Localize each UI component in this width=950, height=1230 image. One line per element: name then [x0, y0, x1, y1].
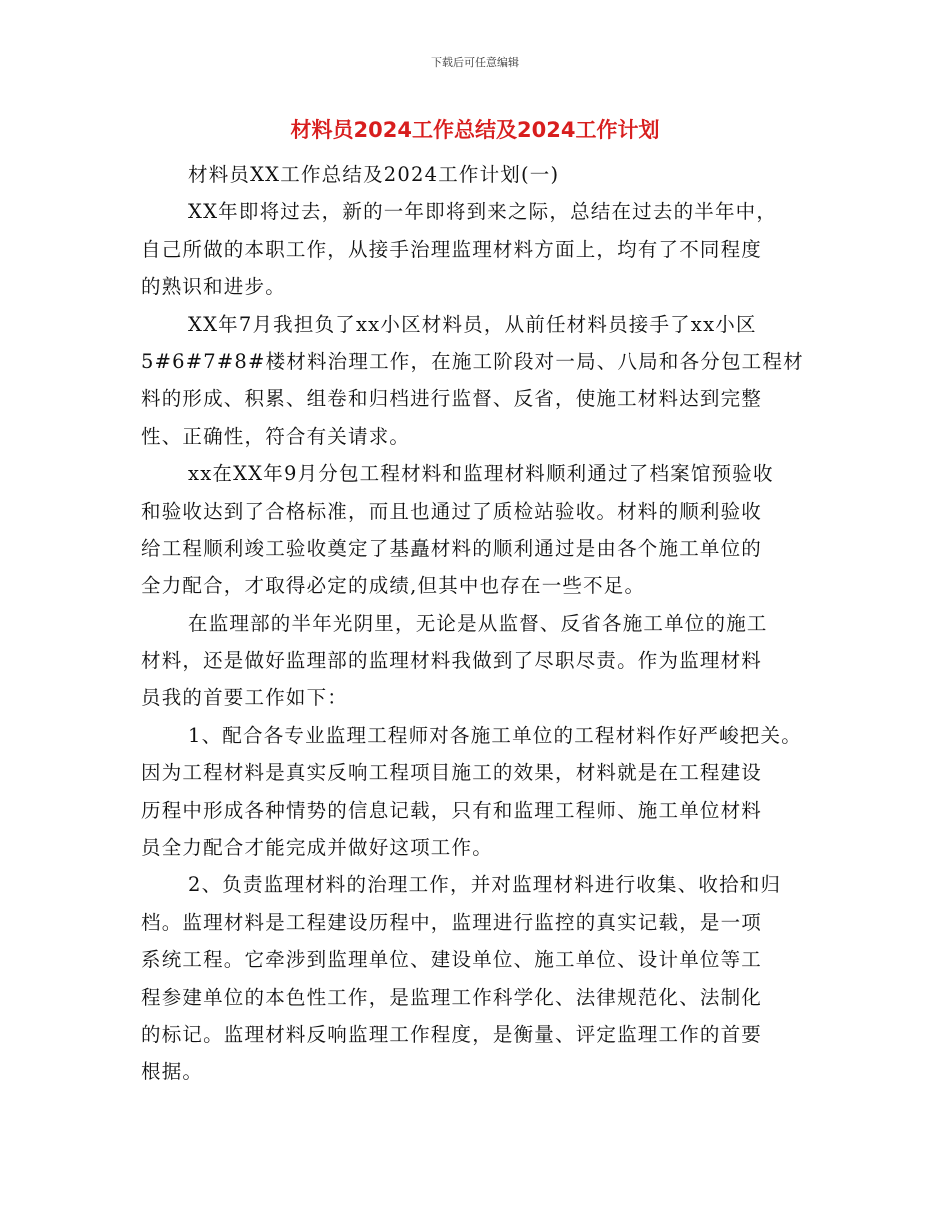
text-line: 和验收达到了合格标准，而且也通过了质检站验收。材料的顺利验收 — [141, 499, 763, 523]
text-line: XX年7月我担负了xx小区材料员，从前任材料员接手了xx小区 — [188, 312, 757, 336]
text-line: 2、负责监理材料的治理工作，并对监理材料进行收集、收拾和归 — [188, 873, 782, 897]
text-line: 员我的首要工作如下： — [141, 686, 349, 710]
text-line: 的标记。监理材料反响监理工作程度，是衡量、评定监理工作的首要 — [141, 1022, 763, 1046]
text-line: 性、正确性，符合有关请求。 — [141, 424, 411, 448]
text-line: 的熟识和进步。 — [141, 275, 286, 299]
text-line: 材料，还是做好监理部的监理材料我做到了尽职尽责。作为监理材料 — [141, 649, 763, 673]
text-line: 材料员XX工作总结及2024工作计划(一) — [188, 163, 560, 186]
text-line: 料的形成、积累、组卷和归档进行监督、反省，使施工材料达到完整 — [141, 387, 763, 411]
text-line: 自己所做的本职工作，从接手治理监理材料方面上，均有了不同程度 — [141, 237, 763, 261]
text-line: 5#6#7#8#楼材料治理工作，在施工阶段对一局、八局和各分包工程材 — [141, 349, 804, 373]
text-line: 系统工程。它牵涉到监理单位、建设单位、施工单位、设计单位等工 — [141, 948, 763, 972]
text-line: 员全力配合才能完成并做好这项工作。 — [141, 836, 493, 860]
document-title: 材料员2024工作总结及2024工作计划 — [290, 118, 660, 142]
text-line: 1、配合各专业监理工程师对各施工单位的工程材料作好严峻把关。 — [188, 723, 802, 747]
header-note: 下载后可任意编辑 — [431, 56, 519, 69]
text-line: 档。监理材料是工程建设历程中，监理进行监控的真实记载，是一项 — [141, 910, 763, 934]
text-line: XX年即将过去，新的一年即将到来之际，总结在过去的半年中， — [188, 200, 778, 224]
text-line: xx在XX年9月分包工程材料和监理材料顺利通过了档案馆预验收 — [188, 462, 774, 486]
text-line: 全力配合，才取得必定的成绩,但其中也存在一些不足。 — [141, 574, 646, 598]
text-line: 给工程顺利竣工验收奠定了基矗材料的顺利通过是由各个施工单位的 — [141, 536, 763, 560]
text-line: 程参建单位的本色性工作，是监理工作科学化、法律规范化、法制化 — [141, 985, 763, 1009]
text-line: 在监理部的半年光阴里，无论是从监督、反省各施工单位的施工 — [188, 611, 768, 635]
text-line: 因为工程材料是真实反响工程项目施工的效果，材料就是在工程建设 — [141, 761, 763, 785]
document-body — [141, 156, 821, 1091]
text-line: 根据。 — [141, 1060, 204, 1084]
text-line: 历程中形成各种情势的信息记载，只有和监理工程师、施工单位材料 — [141, 798, 763, 822]
